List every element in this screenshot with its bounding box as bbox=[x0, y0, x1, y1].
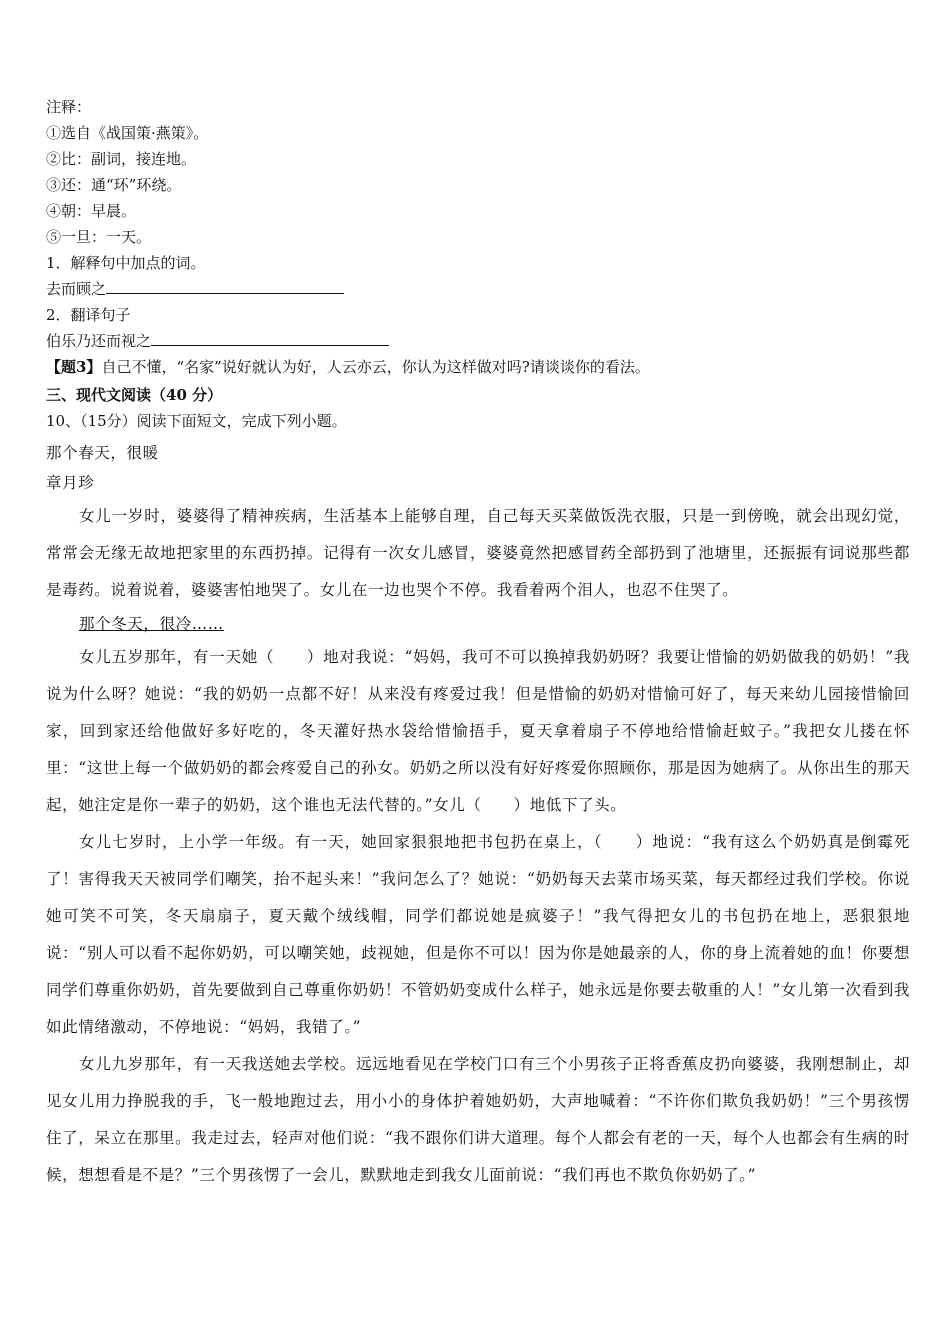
exam-page bbox=[46, 94, 910, 1194]
article-paragraph-1: 女儿一岁时，婆婆得了精神疾病，生活基本上能够自理，自己每天买菜做饭洗衣服，只是一到傍晚，就会出现幻觉，常常会无缘无故地把家里的东西扔掉。记得有一次女儿感冒，婆婆竟然把感冒药全部扔到了池塘里，还振振有词说那些都是毒药。说着说着，婆婆害怕地哭了。女儿在一边也哭个不停。我看着两个泪人，也忍不住哭了。 bbox=[46, 507, 910, 599]
article-paragraph-4: 女儿七岁时，上小学一年级。有一天，她回家狠狠地把书包扔在桌上，（ ）地说：“我有这么个奶奶真是倒霉死了！害得我天天被同学们嘲笑，抬不起头来！”我问怎么了？她说：“奶奶每天去菜市场买菜，每天都经过我们学校。你说她可笑不可笑，冬天扇扇子，夏天戴个绒线帽，同学们都说她是疯婆子！”我气得把女儿的书包扔在地上，恶狠狠地说：“别人可以看不起你奶奶，可以嘲笑她，歧视她，但是你不可以！因为你是她最亲的人，你的身上流着她的血！你要想同学们尊重你奶奶，首先要做到自己尊重你奶奶！不管奶奶变成什么样子，她永远是你要去敬重的人！”女儿第一次看到我如此情绪激动，不停地说：“妈妈，我错了。” bbox=[46, 833, 910, 1036]
question-3-text: 自己不懂，“名家”说好就认为好，人云亦云，你认为这样做对吗?请谈谈你的看法。 bbox=[101, 358, 650, 376]
question-10: 10、（15分）阅读下面短文，完成下列小题。 bbox=[46, 412, 347, 430]
article-paragraph-5: 女儿九岁那年，有一天我送她去学校。远远地看见在学校门口有三个小男孩子正将香蕉皮扔向婆婆，我刚想制止，却见女儿用力挣脱我的手，飞一般地跑过去，用小小的身体护着她奶奶，大声地喊着：“不许你们欺负我奶奶！”三个男孩愣住了，呆立在那里。我走过去，轻声对他们说：“我不跟你们讲大道理。每个人都会有老的一天，每个人也都会有生病的时候，想想看是不是？”三个男孩愣了一会儿，默默地走到我女儿面前说：“我们再也不欺负你奶奶了。” bbox=[46, 1055, 910, 1184]
note-item: ③还：通“环”环绕。 bbox=[46, 176, 182, 194]
question-2-item bbox=[46, 328, 910, 354]
note-item: ①选自《战国策·燕策》。 bbox=[46, 124, 209, 142]
answer-blank-1[interactable] bbox=[106, 279, 344, 294]
note-item: ②比：副词，接连地。 bbox=[46, 150, 197, 168]
question-1-prompt: 去而顾之 bbox=[46, 280, 107, 298]
note-item: ⑤一旦：一天。 bbox=[46, 228, 152, 246]
answer-blank-2[interactable] bbox=[151, 331, 389, 346]
question-1-label: 1．解释句中加点的词。 bbox=[46, 254, 206, 272]
section-3-title: 三、现代文阅读（40 分） bbox=[46, 386, 223, 404]
question-1-item bbox=[46, 276, 910, 302]
article-paragraph-2: 那个冬天，很冷…… bbox=[79, 615, 224, 633]
note-item: ④朝：早晨。 bbox=[46, 202, 137, 220]
question-3 bbox=[46, 354, 910, 380]
article-paragraph-3: 女儿五岁那年，有一天她（ ）地对我说：“妈妈，我可不可以换掉我奶奶呀？我要让惜愉的奶奶做我的奶奶！”我说为什么呀？她说：“我的奶奶一点都不好！从来没有疼爱过我！但是惜愉的奶奶对惜愉可好了，每天来幼儿园接惜愉回家，回到家还给他做好多好吃的，冬天灌好热水袋给惜愉捂手，夏天拿着扇子不停地给惜愉赶蚊子。”我把女儿搂在怀里：“这世上每一个做奶奶的都会疼爱自己的孙女。奶奶之所以没有好好疼爱你照顾你，那是因为她病了。从你出生的那天起，她注定是你一辈子的奶奶，这个谁也无法代替的。”女儿（ ）地低下了头。 bbox=[46, 648, 910, 814]
article-author: 章月珍 bbox=[46, 474, 95, 492]
notes-heading: 注释： bbox=[46, 98, 92, 116]
question-2-prompt: 伯乐乃还而视之 bbox=[46, 332, 152, 350]
article-title: 那个春天，很暖 bbox=[46, 444, 159, 462]
question-3-tag: 【题3】 bbox=[46, 358, 102, 376]
question-2-label: 2．翻译句子 bbox=[46, 306, 131, 324]
article-paragraph-2-wrap bbox=[46, 609, 910, 639]
